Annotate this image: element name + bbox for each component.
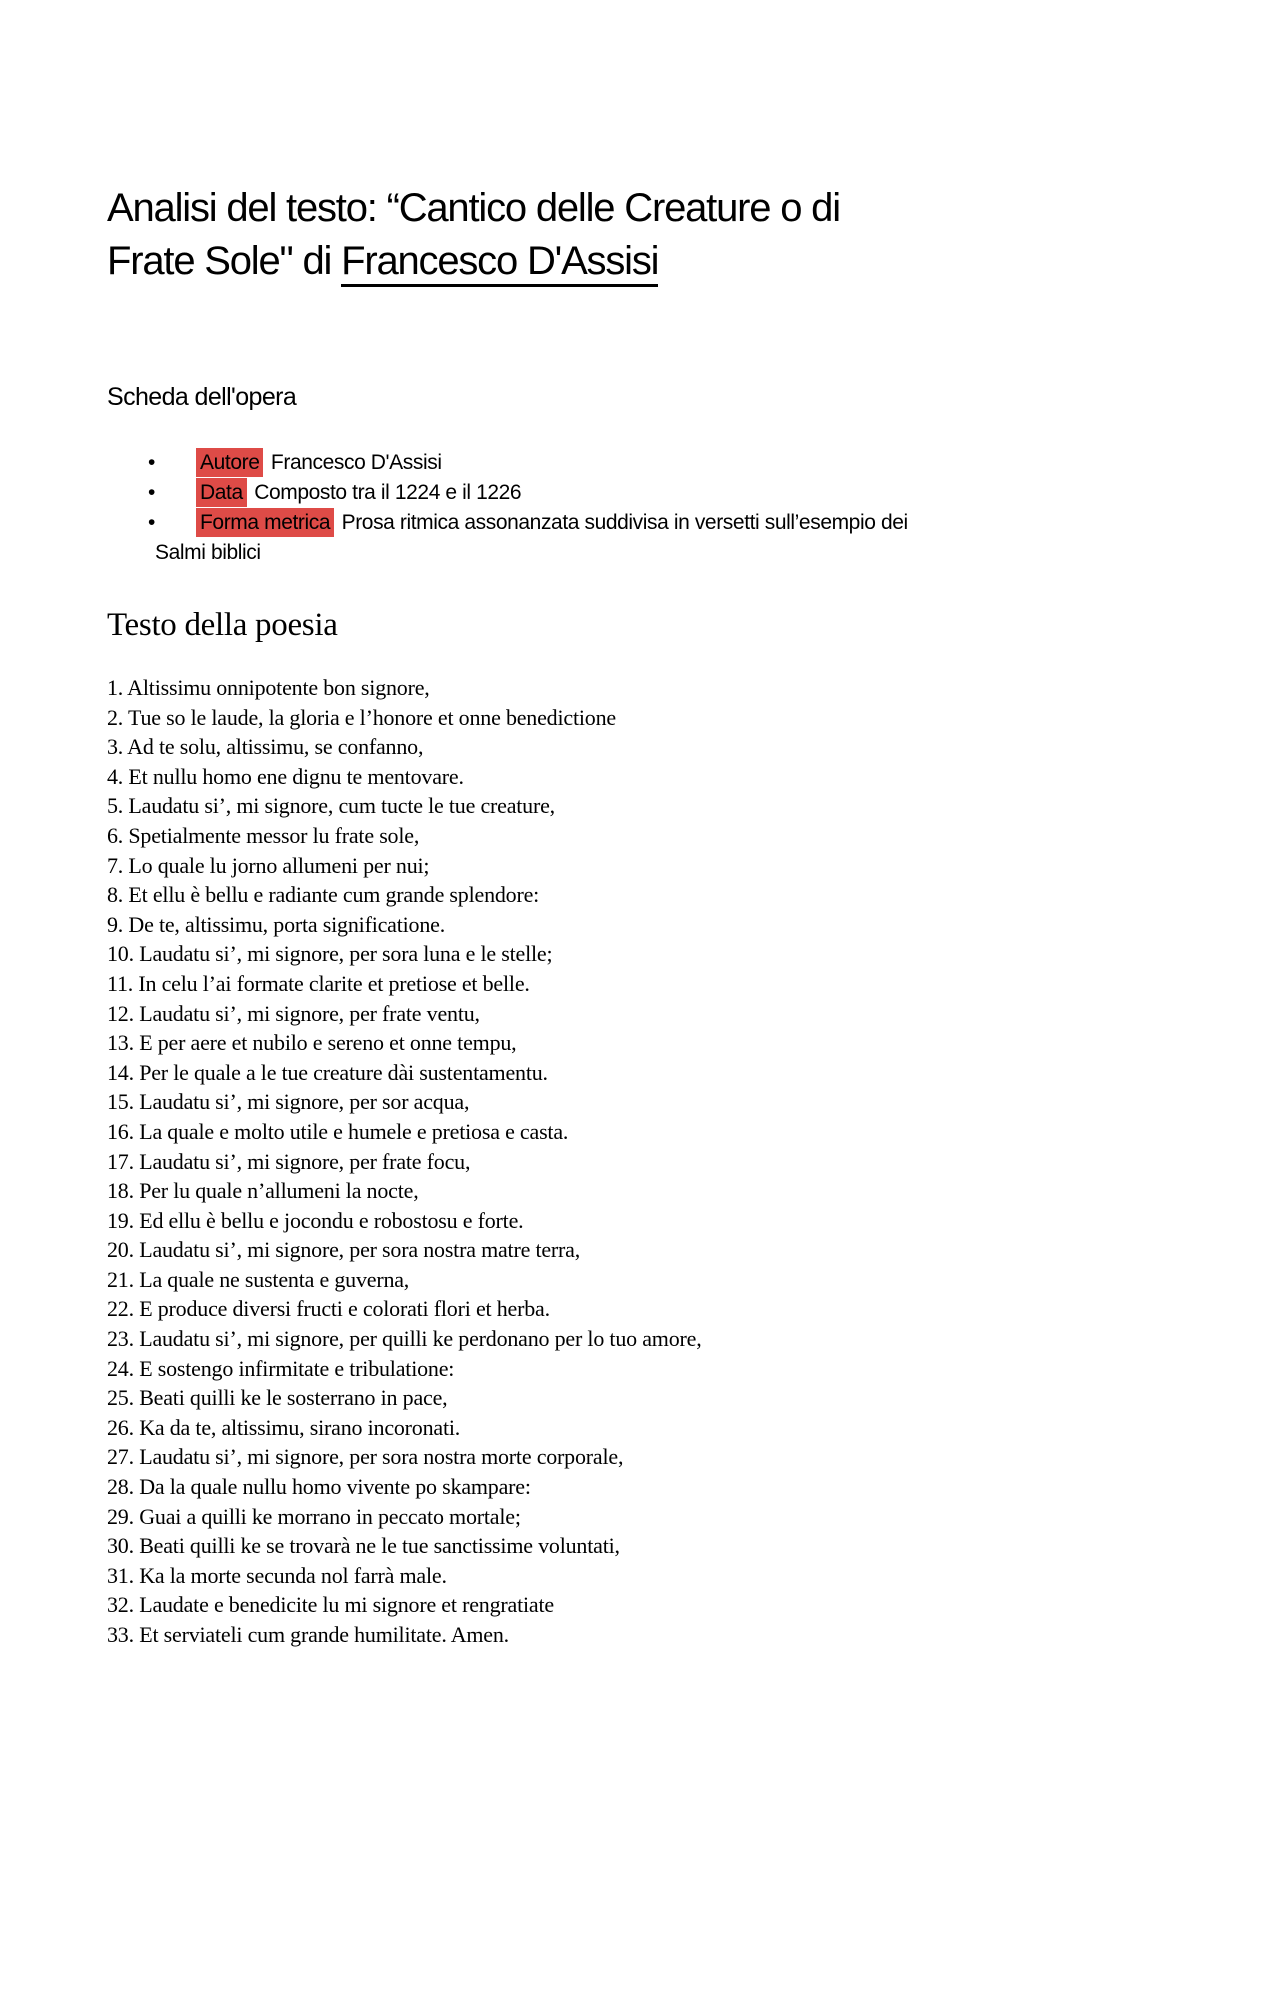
poem-line: 33. Et serviateli cum grande humilitate. Amen.: [107, 1622, 509, 1647]
poem-line: 29. Guai a quilli ke morrano in peccato mortale;: [107, 1503, 521, 1529]
poem-line: 21. La quale ne sustenta e guverna,: [107, 1266, 410, 1292]
section-heading-scheda: Scheda dell'opera: [107, 383, 297, 411]
document-page: [0, 182, 1280, 1650]
poem-line: 3. Ad te solu, altissimu, se confanno,: [107, 734, 424, 760]
bullet-item: [155, 478, 1190, 508]
poem-line: 4. Et nullu homo ene dignu te mentovare.: [107, 763, 464, 789]
poem-line: 5. Laudatu si’, mi signore, cum tucte le tue creature,: [107, 793, 555, 819]
poem-line: 11. In celu l’ai formate clarite et pretiose et belle.: [107, 970, 530, 996]
section-heading-poem: Testo della poesia: [107, 607, 338, 643]
poem-line: 2. Tue so le laude, la gloria e l’honore et onne benedictione: [107, 704, 616, 730]
bullet-label-highlight: Autore: [196, 448, 263, 477]
bullet-text: Prosa ritmica assonanzata suddivisa in versetti sull’esempio dei: [341, 511, 908, 534]
poem-line: 22. E produce diversi fructi e colorati flori et herba.: [107, 1296, 550, 1322]
work-sheet-list: [107, 448, 1190, 568]
poem-line: 15. Laudatu si’, mi signore, per sor acqua,: [107, 1089, 470, 1115]
bullet-item: [155, 448, 1190, 478]
bullet-label-highlight: Data: [196, 478, 247, 507]
poem-line: 30. Beati quilli ke se trovarà ne le tue sanctissime voluntati,: [107, 1533, 620, 1559]
poem-line: 25. Beati quilli ke le sosterrano in pace,: [107, 1385, 448, 1411]
title-line-1: Analisi del testo: “Cantico delle Creature o di: [107, 186, 840, 230]
poem-line: 26. Ka da te, altissimu, sirano incoronati.: [107, 1414, 461, 1440]
title-author-underlined: Francesco D'Assisi: [341, 239, 658, 287]
poem-line: 10. Laudatu si’, mi signore, per sora luna e le stelle;: [107, 941, 553, 967]
bullet-label-highlight: Forma metrica: [196, 508, 334, 537]
poem-line: 16. La quale e molto utile e humele e pretiosa e casta.: [107, 1118, 569, 1144]
poem-line: 19. Ed ellu è bellu e jocondu e robostosu e forte.: [107, 1207, 524, 1233]
poem-line: 17. Laudatu si’, mi signore, per frate focu,: [107, 1148, 471, 1174]
poem-line: 27. Laudatu si’, mi signore, per sora nostra morte corporale,: [107, 1444, 624, 1470]
poem-line: 18. Per lu quale n’allumeni la nocte,: [107, 1178, 419, 1204]
poem-line: 12. Laudatu si’, mi signore, per frate ventu,: [107, 1000, 480, 1026]
poem-line: 1. Altissimu onnipotente bon signore,: [107, 675, 430, 700]
poem-line: 31. Ka la morte secunda nol farrà male.: [107, 1562, 447, 1588]
title-line-2-prefix: Frate Sole" di: [107, 239, 342, 283]
poem-line: 6. Spetialmente messor lu frate sole,: [107, 822, 420, 848]
poem-text: [107, 673, 1190, 1650]
document-title: [107, 182, 1190, 288]
bullet-text: Composto tra il 1224 e il 1226: [254, 481, 522, 504]
poem-line: 28. Da la quale nullu homo vivente po skampare:: [107, 1474, 531, 1500]
bullet-item: [155, 508, 1190, 568]
poem-line: 23. Laudatu si’, mi signore, per quilli ke perdonano per lo tuo amore,: [107, 1326, 702, 1352]
poem-line: 8. Et ellu è bellu e radiante cum grande splendore:: [107, 882, 540, 908]
poem-line: 13. E per aere et nubilo e sereno et onne tempu,: [107, 1030, 517, 1056]
poem-line: 24. E sostengo infirmitate e tribulatione:: [107, 1355, 455, 1381]
poem-line: 32. Laudate e benedicite lu mi signore et rengratiate: [107, 1592, 554, 1618]
poem-line: 7. Lo quale lu jorno allumeni per nui;: [107, 852, 430, 878]
poem-line: 9. De te, altissimu, porta significatione.: [107, 911, 446, 937]
bullet-text: Francesco D'Assisi: [270, 451, 442, 474]
title-line-2: [107, 235, 1190, 288]
poem-line: 20. Laudatu si’, mi signore, per sora nostra matre terra,: [107, 1237, 581, 1263]
poem-line: 14. Per le quale a le tue creature dài sustentamentu.: [107, 1059, 548, 1085]
bullet-text-continuation: Salmi biblici: [155, 541, 261, 564]
